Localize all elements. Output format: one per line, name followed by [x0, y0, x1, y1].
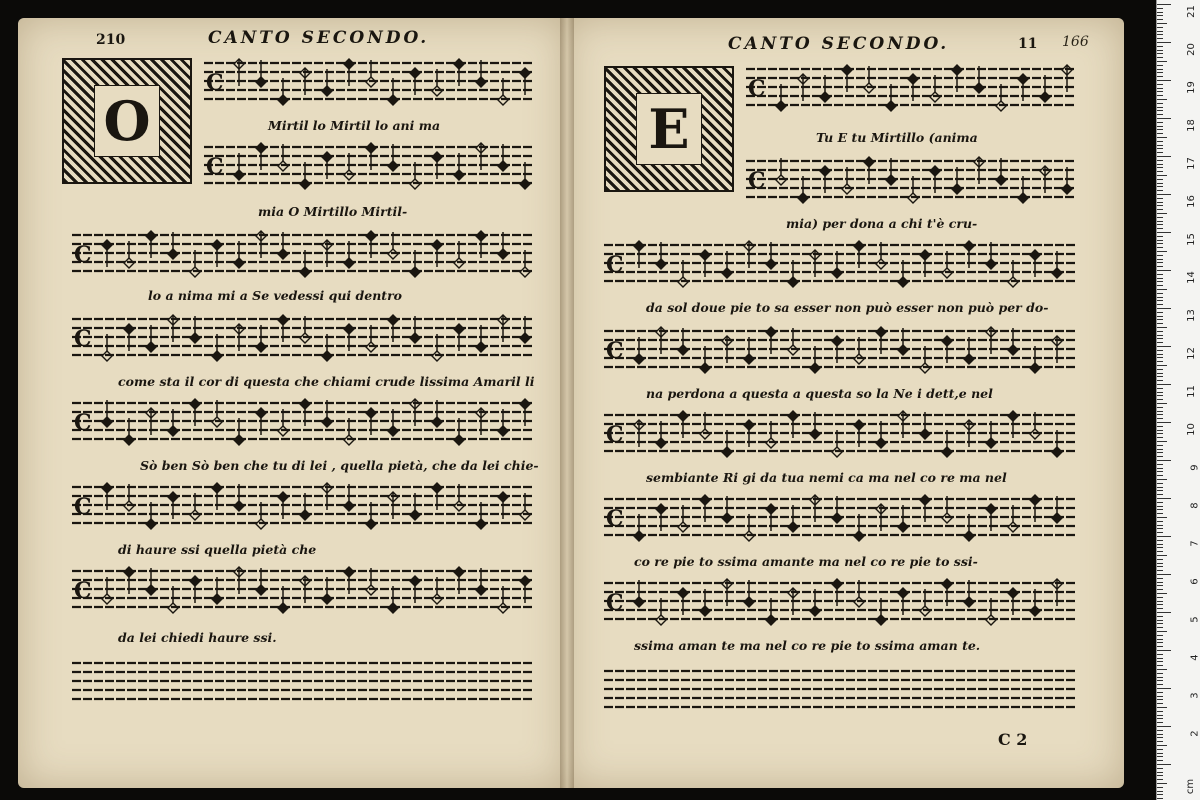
running-head: CANTO SECONDO.	[728, 34, 950, 54]
lyric-line: na perdona a questa a questa so la Ne i dett,e nel	[646, 386, 993, 401]
ruler-number: 20	[1186, 43, 1198, 56]
lyric-line: mia) per dona a chi t'è cru-	[786, 216, 978, 231]
measuring-ruler	[1156, 0, 1200, 800]
svg-text:C: C	[606, 506, 624, 532]
initial-letter: O	[94, 85, 160, 157]
ruler-number: 3	[1189, 692, 1200, 699]
svg-text:C: C	[748, 76, 766, 102]
svg-text:C: C	[748, 168, 766, 194]
ruler-number: 6	[1189, 578, 1200, 585]
ruler-number: 4	[1189, 654, 1200, 661]
decorated-initial	[604, 66, 734, 192]
lyric-line: Sò ben Sò ben che tu di lei , quella pietà, che da lei chie-	[140, 458, 539, 473]
staff-6	[604, 494, 1076, 544]
staff-5	[604, 410, 1076, 460]
staff-3	[604, 240, 1076, 290]
ruler-number: 21	[1186, 5, 1198, 18]
left-page	[18, 18, 566, 788]
staff-empty	[72, 658, 534, 708]
lyric-line: sembiante Ri gi da tua nemi ca ma nel co re ma nel	[646, 470, 1007, 485]
staff-2	[204, 142, 534, 192]
staff-7	[604, 578, 1076, 628]
svg-text:C: C	[74, 242, 92, 268]
lyric-line: da sol doue pie to sa esser non può esser non può per do-	[646, 300, 1049, 315]
lyric-line: Mirtil lo Mirtil lo ani ma	[268, 118, 441, 133]
svg-text:C: C	[606, 422, 624, 448]
signature-mark: C 2	[998, 730, 1028, 749]
ruler-number: 15	[1186, 233, 1198, 246]
svg-text:C: C	[74, 578, 92, 604]
lyric-line: ssima aman te ma nel co re pie to ssima aman te.	[634, 638, 981, 653]
staff-4	[72, 314, 534, 364]
svg-text:C: C	[606, 338, 624, 364]
ruler-number: 7	[1189, 540, 1200, 547]
ruler-number: 9	[1189, 464, 1200, 471]
svg-text:C: C	[206, 70, 224, 96]
ruler-unit: cm	[1184, 778, 1196, 795]
initial-letter: E	[636, 93, 702, 165]
right-page	[566, 18, 1124, 788]
ruler-number: 11	[1186, 385, 1198, 398]
ruler-number: 13	[1186, 309, 1198, 322]
handwritten-folio: 166	[1062, 34, 1089, 50]
staff-3	[72, 230, 534, 280]
svg-text:C: C	[206, 154, 224, 180]
staff-6	[72, 482, 534, 532]
ruler-number: 12	[1186, 347, 1198, 360]
staff-1	[746, 64, 1076, 114]
svg-text:C: C	[74, 494, 92, 520]
ruler-number: 10	[1186, 423, 1198, 436]
staff-1	[204, 58, 534, 108]
ruler-number: 14	[1186, 271, 1198, 284]
staff-4	[604, 326, 1076, 376]
lyric-line: co re pie to ssima amante ma nel co re pie to ssi-	[634, 554, 978, 569]
lyric-line: da lei chiedi haure ssi.	[118, 630, 277, 645]
staff-empty	[604, 666, 1076, 716]
ruler-number: 19	[1186, 81, 1198, 94]
lyric-line: come sta il cor di questa che chiami crude lissima Amaril li	[118, 374, 535, 389]
ruler-number: 18	[1186, 119, 1198, 132]
book-gutter	[560, 18, 574, 788]
ruler-number: 2	[1189, 730, 1200, 737]
svg-text:C: C	[606, 590, 624, 616]
lyric-line: mia O Mirtillo Mirtil-	[258, 204, 408, 219]
staff-5	[72, 398, 534, 448]
staff-2	[746, 156, 1076, 206]
svg-text:C: C	[74, 326, 92, 352]
page-number: 11	[1018, 36, 1038, 52]
lyric-line: di haure ssi quella pietà che	[118, 542, 317, 557]
svg-text:C: C	[606, 252, 624, 278]
ruler-number: 8	[1189, 502, 1200, 509]
ruler-number: 17	[1186, 157, 1198, 170]
running-head: CANTO SECONDO.	[208, 28, 430, 48]
ruler-number: 5	[1189, 616, 1200, 623]
svg-text:C: C	[74, 410, 92, 436]
lyric-line: lo a nima mi a Se vedessi qui dentro	[148, 288, 403, 303]
ruler-number: 16	[1186, 195, 1198, 208]
staff-7	[72, 566, 534, 616]
decorated-initial	[62, 58, 192, 184]
page-number: 210	[96, 32, 126, 48]
lyric-line: Tu E tu Mirtillo (anima	[816, 130, 978, 145]
